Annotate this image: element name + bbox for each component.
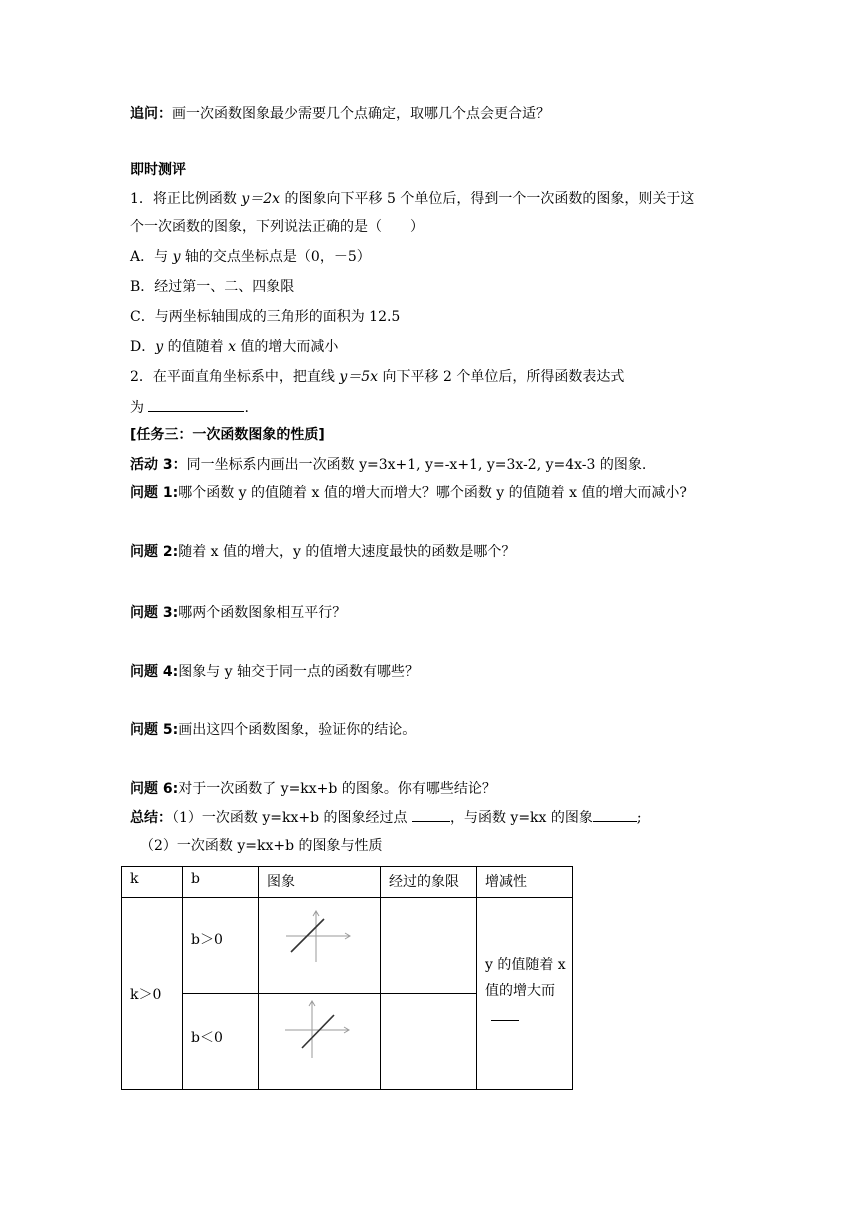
- question-5-text: 画出这四个函数图象，验证你的结论。: [178, 722, 417, 738]
- header-quadrants: [381, 867, 477, 898]
- header-quadrants-text: 经过的象限: [389, 874, 459, 890]
- k-value-text: k＞0: [130, 986, 162, 1003]
- q2-line2-suffix: .: [244, 400, 249, 416]
- cell-graph-b-negative: [259, 994, 381, 1090]
- q1-option-d-var-y: y: [155, 339, 164, 355]
- q1-text-a: 1．将正比例函数: [130, 191, 242, 207]
- summary-blank-relation[interactable]: [593, 807, 637, 822]
- header-b: [183, 867, 259, 898]
- cell-k-value: [122, 898, 183, 1090]
- question-1: [130, 483, 687, 503]
- q2-expr: y＝5x: [339, 369, 379, 385]
- q2-text-a: 2．在平面直角坐标系中，把直线: [130, 369, 340, 385]
- followup-text: 画一次函数图象最少需要几个点确定，取哪几个点会更合适？: [172, 106, 550, 122]
- question-4: [130, 662, 419, 682]
- header-b-text: b: [191, 871, 200, 887]
- question-6: [130, 779, 496, 799]
- monotonicity-line2: 值的增大而: [485, 982, 555, 999]
- table-header-row: [122, 867, 573, 898]
- q1-option-d: [130, 337, 338, 357]
- summary-blank-point[interactable]: [412, 807, 450, 822]
- q2-text-b: 向下平移 2 个单位后，所得函数表达式: [378, 369, 625, 385]
- monotonicity-line1: y 的值随着 x: [485, 956, 566, 973]
- activity3-line: [130, 455, 646, 475]
- question-3-label: 问题 3:: [130, 605, 179, 621]
- question-4-label: 问题 4:: [130, 664, 179, 680]
- q1-option-b: B．经过第一、二、四象限: [130, 279, 295, 295]
- question-3-text: 哪两个函数图象相互平行？: [178, 605, 347, 621]
- q1-line1: [130, 189, 694, 209]
- q1-option-d-mid: 的值随着: [163, 339, 229, 355]
- header-k: [122, 867, 183, 898]
- cell-quadrants-b-negative[interactable]: [381, 994, 477, 1090]
- summary-line1: [130, 807, 642, 828]
- question-6-text: 对于一次函数了 y=kx+b 的图象。你有哪些结论？: [178, 781, 496, 797]
- activity3-label: 活动 3：: [130, 457, 187, 473]
- q2-line1: [130, 367, 624, 387]
- question-3: [130, 603, 346, 623]
- question-2-text: 随着 x 值的增大，y 的值增大速度最快的函数是哪个？: [178, 544, 516, 560]
- cell-quadrants-b-positive[interactable]: [381, 898, 477, 994]
- summary-text-a: （1）一次函数 y=kx+b 的图象经过点: [172, 810, 412, 826]
- monotonicity-text: [477, 952, 572, 1024]
- summary-label: 总结：: [130, 810, 172, 826]
- quiz-title: 即时测评: [130, 162, 186, 178]
- question-1-text: 哪个函数 y 的值随着 x 值的增大而增大？哪个函数 y 的值随着 x 值的增大而减小?: [178, 485, 687, 501]
- activity3-text: 同一坐标系内画出一次函数 y=3x+1, y=-x+1, y=3x-2, y=4x-3 的图象.: [186, 457, 647, 473]
- header-graph-text: 图象: [267, 874, 295, 890]
- q1-option-a: [130, 247, 371, 267]
- b-negative-text: b＜0: [191, 1029, 223, 1046]
- q2-line2-prefix: 为: [130, 400, 149, 416]
- graph-b-negative-icon: [259, 994, 380, 1085]
- q1-line2: 个一次函数的图象，下列说法正确的是（ ）: [130, 219, 424, 235]
- summary-line2: （2）一次函数 y=kx+b 的图象与性质: [140, 838, 383, 854]
- question-2: [130, 542, 515, 562]
- monotonicity-blank[interactable]: [491, 1006, 519, 1021]
- summary-text-b: ，与函数 y=kx 的图象: [449, 810, 593, 826]
- b-positive-text: b＞0: [191, 931, 223, 948]
- task3-heading: [任务三：一次函数图象的性质]: [130, 427, 325, 443]
- q2-answer-blank[interactable]: [148, 397, 244, 412]
- q1-option-a-rest: 轴的交点坐标点是（0，－5）: [180, 249, 371, 265]
- q1-option-d-var-x: x: [228, 339, 236, 355]
- property-table: [121, 866, 573, 1090]
- q1-option-d-rest: 值的增大而减小: [235, 339, 339, 355]
- question-1-label: 问题 1:: [130, 485, 179, 501]
- q1-text-b: 的图象向下平移 5 个单位后，得到一个一次函数的图象，则关于这: [280, 191, 695, 207]
- followup-line: [130, 104, 550, 124]
- monotonicity-blank-wrap: [485, 1004, 572, 1024]
- question-2-label: 问题 2:: [130, 544, 179, 560]
- question-5-label: 问题 5:: [130, 722, 179, 738]
- q1-option-c: C．与两坐标轴围成的三角形的面积为 12.5: [130, 309, 401, 325]
- question-4-text: 图象与 y 轴交于同一点的函数有哪些？: [178, 664, 420, 680]
- cell-monotonicity: [477, 898, 573, 1090]
- table-row: [122, 898, 573, 994]
- summary-text-c: ;: [636, 810, 642, 826]
- cell-b-negative: [183, 994, 259, 1090]
- q1-option-d-text: D．: [130, 339, 156, 355]
- header-monotonicity: [477, 867, 573, 898]
- followup-label: 追问：: [130, 106, 172, 122]
- q2-line2: [130, 397, 249, 418]
- q1-option-a-var: y: [172, 249, 181, 265]
- cell-graph-b-positive: [259, 898, 381, 994]
- question-5: [130, 720, 416, 740]
- graph-b-positive-icon: [259, 898, 380, 989]
- question-6-label: 问题 6:: [130, 781, 179, 797]
- q1-option-a-text: A．与: [130, 249, 173, 265]
- header-graph: [259, 867, 381, 898]
- q1-expr: y＝2x: [241, 191, 281, 207]
- header-monotonicity-text: 增减性: [485, 874, 527, 890]
- header-k-text: k: [130, 871, 139, 887]
- cell-b-positive: [183, 898, 259, 994]
